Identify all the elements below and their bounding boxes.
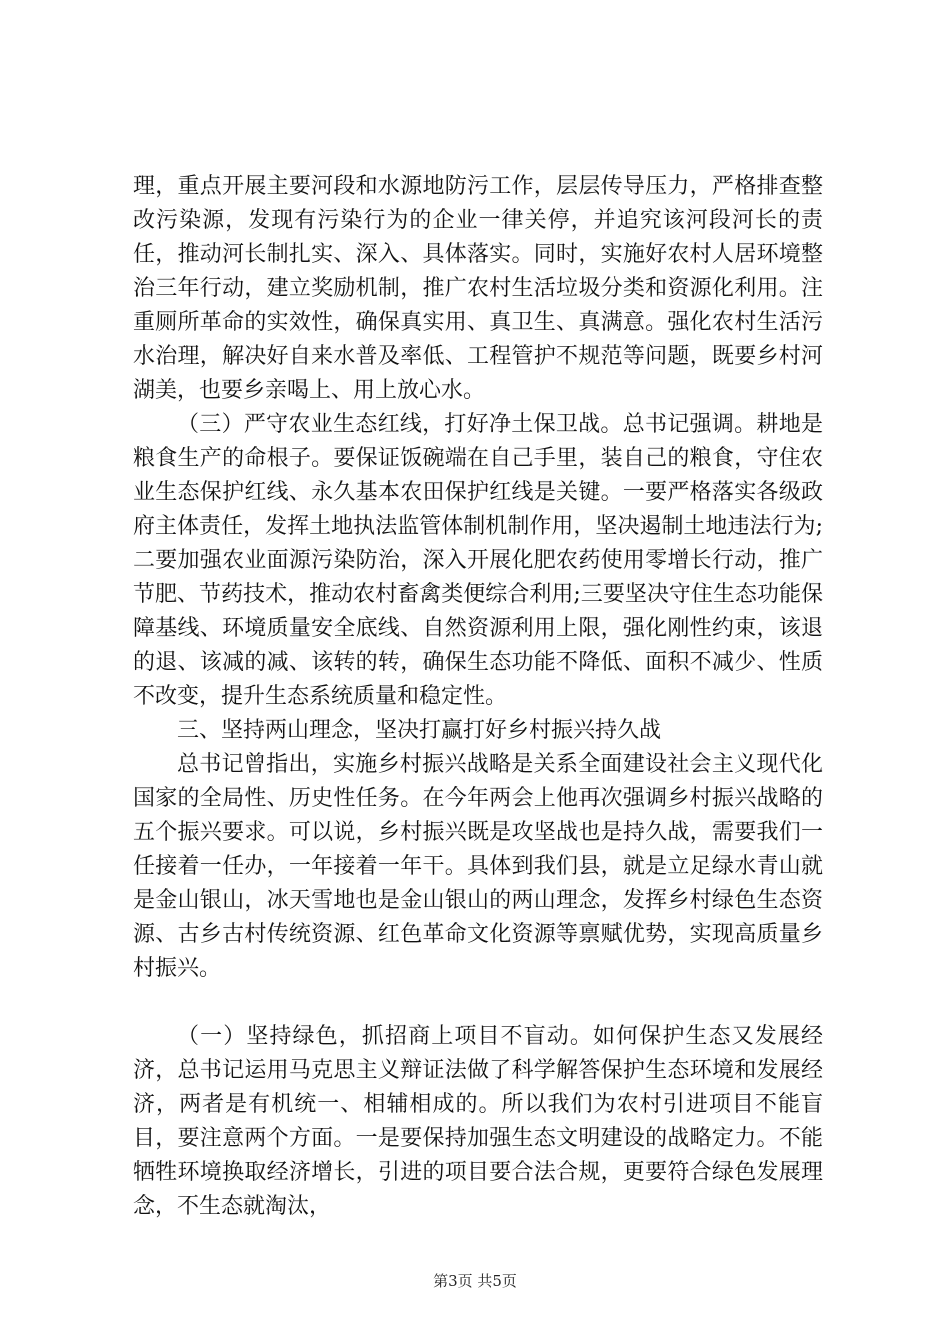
document-body — [133, 170, 823, 1224]
paragraph-section-three: （三）严守农业生态红线，打好净土保卫战。总书记强调。耕地是粮食生产的命根子。要保证饭碗端在自己手里，装自己的粮食，守住农业生态保护红线、永久基本农田保护红线是关键。一要严格落实各级政府主体责任，发挥土地执法监管体制机制作用，坚决遏制土地违法行为;二要加强农业面源污染防治，深入开展化肥农药使用零增长行动，推广节肥、节药技术，推动农村畜禽类便综合利用;三要坚决守住生态功能保障基线、环境质量安全底线、自然资源利用上限，强化刚性约束，该退的退、该减的减、该转的转，确保生态功能不降低、面积不减少、性质不改变，提升生态系统质量和稳定性。 — [133, 412, 823, 709]
paragraph-intro: 总书记曾指出，实施乡村振兴战略是关系全面建设社会主义现代化国家的全局性、历史性任务。在今年两会上他再次强调乡村振兴战略的五个振兴要求。可以说，乡村振兴既是攻坚战也是持久战，需要我们一任接着一任办，一年接着一年干。具体到我们县，就是立足绿水青山就是金山银山，冰天雪地也是金山银山的两山理念，发挥乡村绿色生态资源、古乡古村传统资源、红色革命文化资源等禀赋优势，实现高质量乡村振兴。 — [133, 752, 823, 981]
paragraph-continuation: 理，重点开展主要河段和水源地防污工作，层层传导压力，严格排查整改污染源，发现有污染行为的企业一律关停，并追究该河段河长的责任，推动河长制扎实、深入、具体落实。同时，实施好农村人居环境整治三年行动，建立奖励机制，推广农村生活垃圾分类和资源化利用。注重厕所革命的实效性，确保真实用、真卫生、真满意。强化农村生活污水治理，解决好自来水普及率低、工程管护不规范等问题，既要乡村河湖美，也要乡亲喝上、用上放心水。 — [133, 174, 823, 403]
section-heading: 三、坚持两山理念，坚决打赢打好乡村振兴持久战 — [177, 718, 662, 743]
paragraph-spacer — [133, 986, 823, 1020]
paragraph-section-one: （一）坚持绿色，抓招商上项目不盲动。如何保护生态又发展经济，总书记运用马克思主义辩证法做了科学解答保护生态环境和发展经济，两者是有机统一、相辅相成的。所以我们为农村引进项目不能盲目，要注意两个方面。一是要保持加强生态文明建设的战略定力。不能牺牲环境换取经济增长，引进的项目要合法合规，更要符合绿色发展理念，不生态就淘汰， — [133, 1024, 823, 1219]
page-number-footer: 第3页 共5页 — [433, 1272, 517, 1290]
